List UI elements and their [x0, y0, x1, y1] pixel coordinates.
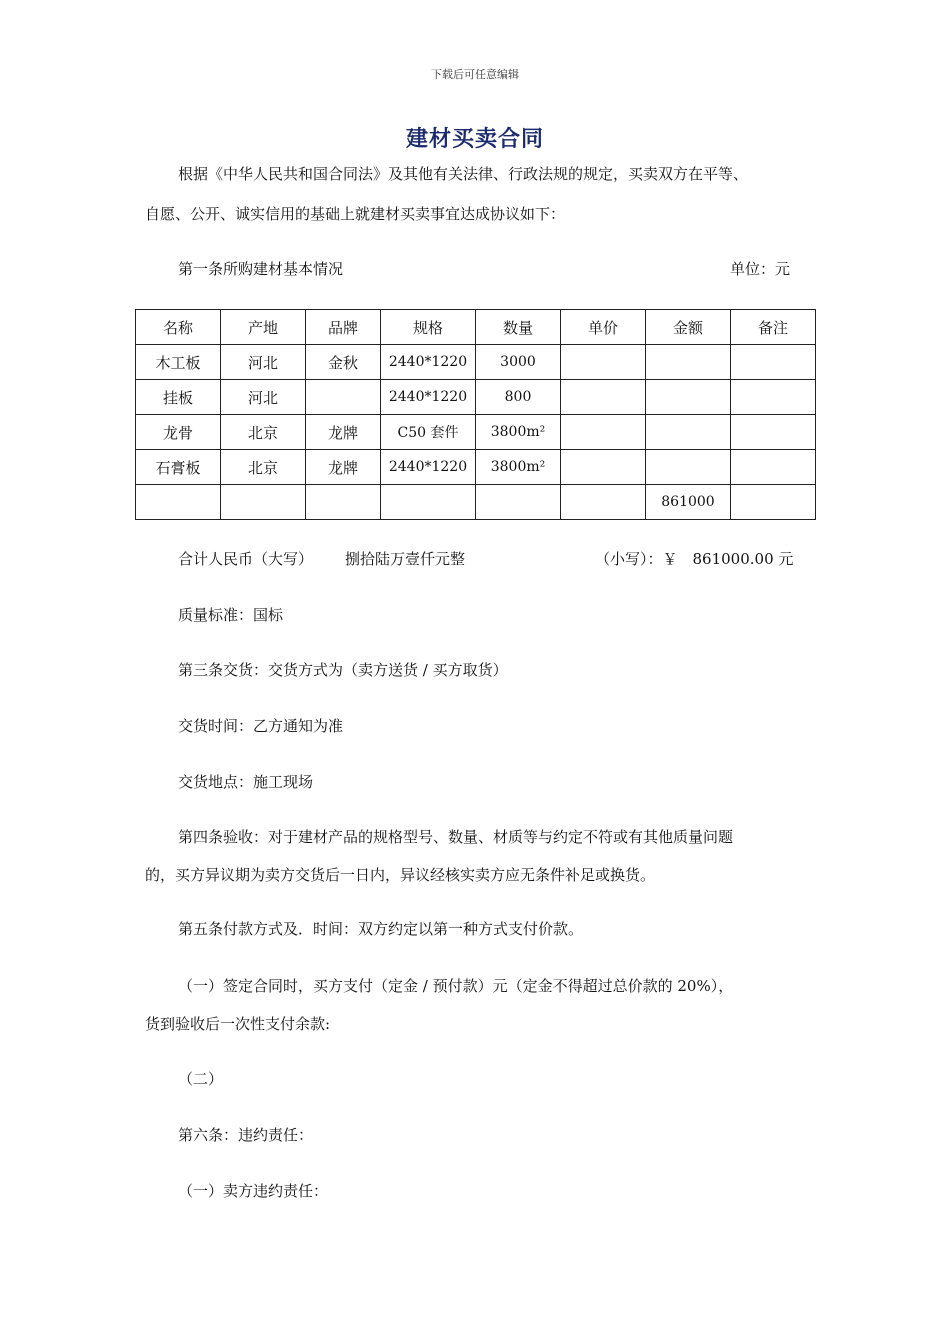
table-cell [646, 380, 731, 415]
table-cell [646, 345, 731, 380]
table-cell [476, 485, 561, 520]
table-cell [561, 380, 646, 415]
table-cell [731, 485, 816, 520]
table-cell [381, 485, 476, 520]
intro-line-2: 自愿、公开、诚实信用的基础上就建材买卖事宜达成协议如下： [145, 205, 566, 223]
table-row-total [136, 485, 816, 520]
payment-option-1-line-1: （一）签定合同时，买方支付（定金 / 预付款）元（定金不得超过总价款的 20%）， [178, 977, 734, 995]
table-cell [221, 485, 306, 520]
quality-standard: 质量标准：国标 [178, 606, 284, 624]
article5-payment: 第五条付款方式及．时间：双方约定以第一种方式支付价款。 [178, 920, 584, 938]
payment-option-2: （二） [178, 1070, 224, 1088]
header-note: 下载后可任意编辑 [431, 68, 519, 81]
delivery-time: 交货时间：乙方通知为准 [178, 717, 344, 735]
table-cell: 金秋 [306, 345, 381, 380]
col-header: 规格 [381, 310, 476, 345]
table-cell: 龙牌 [306, 415, 381, 450]
article4-line-1: 第四条验收：对于建材产品的规格型号、数量、材质等与约定不符或有其他质量问题 [178, 828, 734, 846]
col-header: 数量 [476, 310, 561, 345]
table-cell [561, 450, 646, 485]
table-cell: 800 [476, 380, 561, 415]
table-row [136, 415, 816, 450]
table-cell: 河北 [221, 380, 306, 415]
table-cell [731, 415, 816, 450]
delivery-place: 交货地点：施工现场 [178, 773, 314, 791]
table-row [136, 450, 816, 485]
table-cell: 龙牌 [306, 450, 381, 485]
total-upper-value: 捌拾陆万壹仟元整 [345, 550, 466, 568]
table-cell: 3800m² [476, 450, 561, 485]
table-cell [731, 450, 816, 485]
payment-option-1-line-2: 货到验收后一次性支付余款: [145, 1015, 331, 1033]
table-cell [561, 415, 646, 450]
table-cell: 木工板 [136, 345, 221, 380]
table-cell [731, 345, 816, 380]
col-header: 产地 [221, 310, 306, 345]
table-row [136, 345, 816, 380]
table-cell [306, 485, 381, 520]
table-cell: 龙骨 [136, 415, 221, 450]
table-cell: 3800m² [476, 415, 561, 450]
col-header: 单价 [561, 310, 646, 345]
table-cell: 2440*1220 [381, 380, 476, 415]
table-cell: 挂板 [136, 380, 221, 415]
col-header: 名称 [136, 310, 221, 345]
article3-delivery: 第三条交货：交货方式为（卖方送货 / 买方取货） [178, 661, 508, 679]
table-cell: 2440*1220 [381, 450, 476, 485]
table-cell: 3000 [476, 345, 561, 380]
table-cell [731, 380, 816, 415]
table-cell: 河北 [221, 345, 306, 380]
col-header: 备注 [731, 310, 816, 345]
table-header-row [136, 310, 816, 345]
total-lower: （小写）：￥ 861000.00 元 [595, 550, 794, 568]
col-header: 金额 [646, 310, 731, 345]
unit-label: 单位：元 [730, 260, 791, 278]
seller-breach: （一）卖方违约责任： [178, 1182, 329, 1200]
table-cell [561, 345, 646, 380]
table-cell: 石膏板 [136, 450, 221, 485]
table-cell: 2440*1220 [381, 345, 476, 380]
table-cell [646, 415, 731, 450]
table-cell-amount-total: 861000 [646, 485, 731, 520]
article6-breach: 第六条：违约责任： [178, 1126, 314, 1144]
article4-line-2: 的，买方异议期为卖方交货后一日内，异议经核实卖方应无条件补足或换货。 [145, 866, 656, 884]
article1-heading: 第一条所购建材基本情况 [178, 260, 344, 278]
goods-table [135, 309, 816, 520]
table-cell: 北京 [221, 415, 306, 450]
col-header: 品牌 [306, 310, 381, 345]
table-cell [561, 485, 646, 520]
table-row [136, 380, 816, 415]
table-cell: C50 套件 [381, 415, 476, 450]
intro-line-1: 根据《中华人民共和国合同法》及其他有关法律、行政法规的规定，买卖双方在平等、 [178, 165, 749, 183]
document-title: 建材买卖合同 [405, 126, 544, 152]
table-cell: 北京 [221, 450, 306, 485]
total-upper-label: 合计人民币（大写） [178, 550, 314, 568]
table-cell [136, 485, 221, 520]
table-cell [306, 380, 381, 415]
table-cell [646, 450, 731, 485]
